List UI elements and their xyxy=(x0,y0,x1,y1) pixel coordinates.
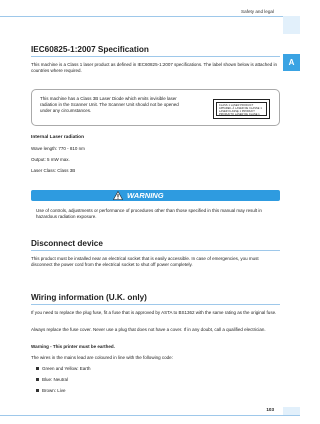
laser-note-text: This machine has a Class 3B Laser Diode which emits invisible laser radiation in the Scanner Unit. The Scanner Unit should not be opened under any circumstances. xyxy=(40,96,179,113)
list-item xyxy=(36,377,68,383)
running-head: Safety and legal xyxy=(241,9,274,14)
footer-rule xyxy=(0,415,300,416)
spec-output: Output: 5 mW max. xyxy=(31,157,70,162)
page-number: 103 xyxy=(266,407,274,412)
disconnect-text: This product must be installed near an electrical socket that is easily accessible. In case of emergencies, you must disconnect the power cord from the electrical socket to shut off power completely. xyxy=(31,256,259,267)
label-line: PRODUCTO LÁSER DE CLASE 1 xyxy=(219,113,260,116)
list-item-text: Green and Yellow: Earth xyxy=(42,366,91,371)
chapter-tab: A xyxy=(283,54,300,71)
warning-text: Use of controls, adjustments or performance of procedures other than those specified in this manual may result in hazardous radiation exposure. xyxy=(36,208,262,219)
wiring-warning: Warning - This printer must be earthed. xyxy=(31,344,115,349)
section-title-disconnect: Disconnect device xyxy=(31,239,103,248)
section-title-wiring: Wiring information (U.K. only) xyxy=(31,293,147,302)
label-line: LASER KLASSE 1 PRODUKT xyxy=(219,110,255,113)
section-rule xyxy=(31,56,280,57)
list-item xyxy=(36,366,91,372)
label-line: APPAREIL À LASER DE CLASSE 1 xyxy=(219,107,262,110)
bullet-icon xyxy=(36,389,39,392)
section-title-iec: IEC60825-1:2007 Specification xyxy=(31,45,149,54)
list-item xyxy=(36,388,66,394)
header-rule xyxy=(0,16,300,17)
wiring-p1: If you need to replace the plug fuse, fit a fuse that is approved by ASTA to BS1362 with the same rating as the original fuse. xyxy=(31,310,277,315)
laser-class-label xyxy=(213,99,270,119)
bullet-icon xyxy=(36,367,39,370)
header-tab xyxy=(283,16,300,34)
bullet-icon xyxy=(36,378,39,381)
spec-wavelength: Wave length: 770 - 810 nm xyxy=(31,146,85,151)
internal-laser-heading: Internal Laser radiation xyxy=(31,135,85,140)
iec-intro: This machine is a Class 1 laser product as defined in IEC60825-1:2007 specifications. The label shown below is attached in countries where required. xyxy=(31,62,278,73)
warning-label: WARNING xyxy=(127,191,164,200)
list-item-text: Blue: Neutral xyxy=(42,377,69,382)
footer-tab xyxy=(283,407,300,415)
section-rule xyxy=(31,304,280,305)
warning-banner xyxy=(31,190,280,201)
list-item-text: Brown: Live xyxy=(42,388,66,393)
wiring-p2: Always replace the fuse cover. Never use a plug that does not have a cover. If in any doubt, call a qualified electrician. xyxy=(31,327,266,332)
label-line: CLASS 1 LASER PRODUCT xyxy=(219,104,254,107)
spec-class: Laser Class: Class 3B xyxy=(31,168,76,173)
section-rule xyxy=(31,250,280,251)
warning-icon xyxy=(113,191,123,200)
wiring-p3: The wires in the mains lead are coloured in line with the following code: xyxy=(31,355,173,360)
laser-note-box xyxy=(31,89,280,126)
